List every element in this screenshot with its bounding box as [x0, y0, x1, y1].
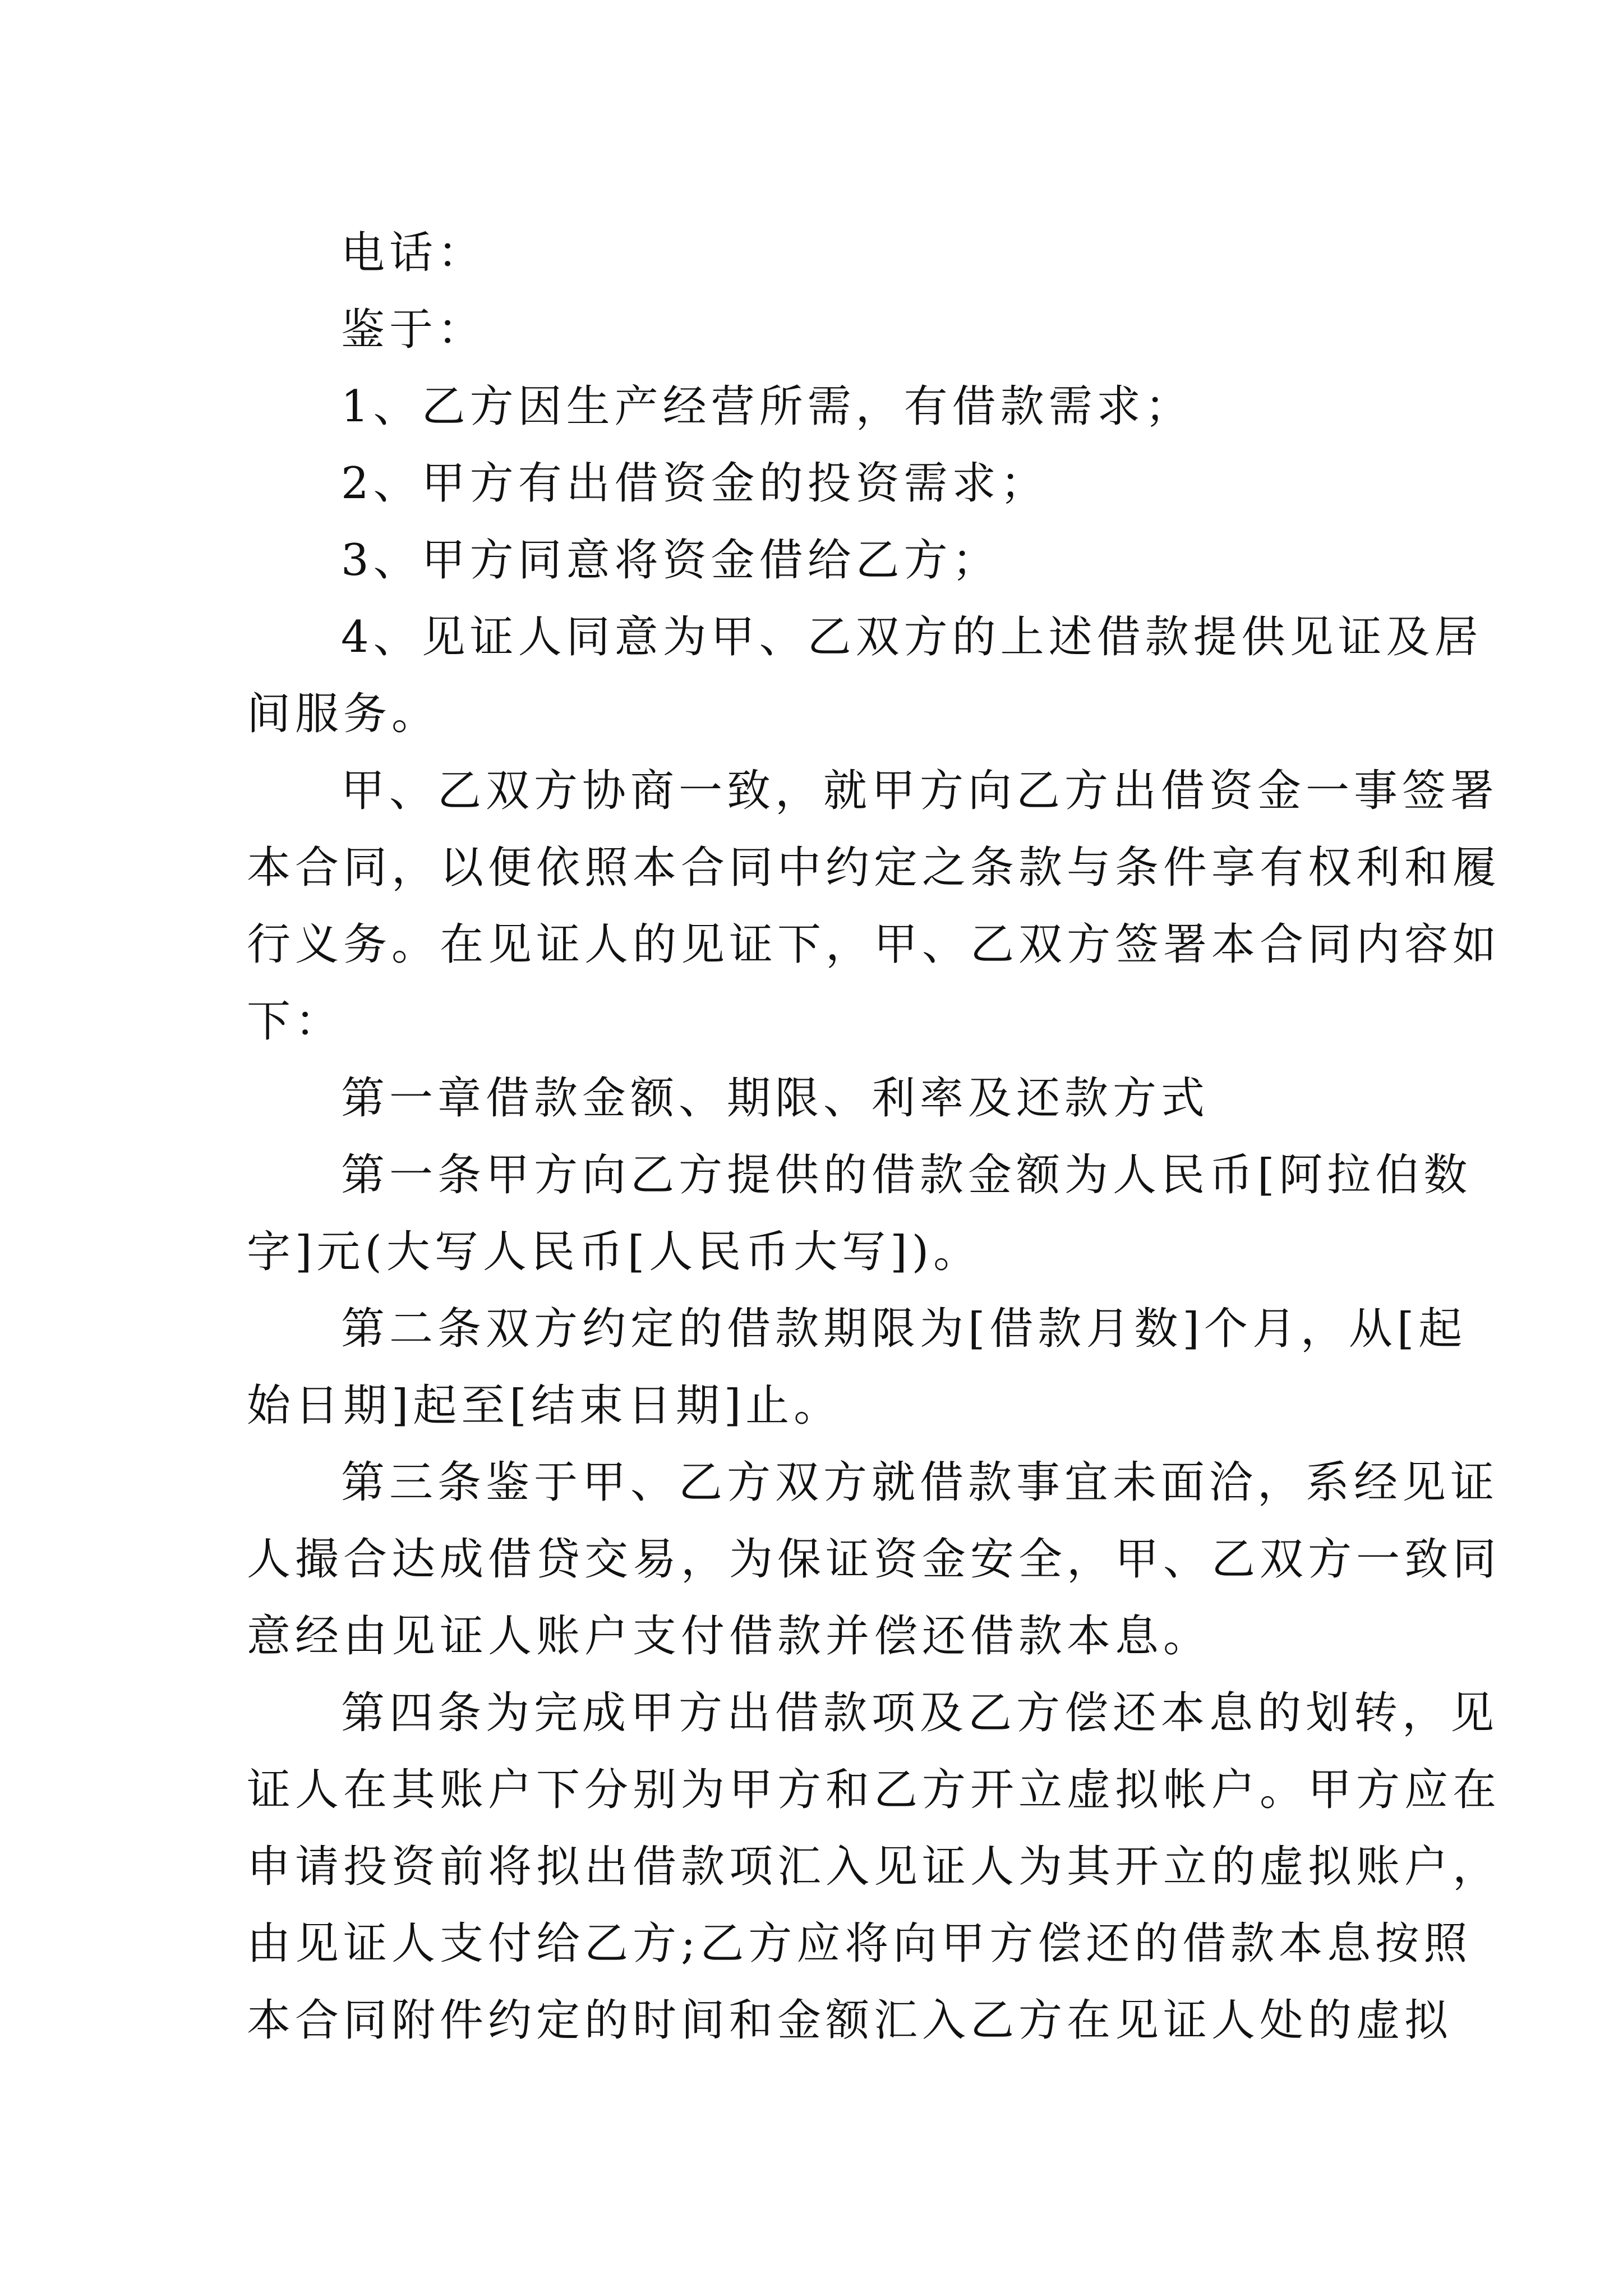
article-4-line: 第四条为完成甲方出借款项及乙方偿还本息的划转，见	[341, 1688, 1499, 1738]
recital-4-continuation-line: 间服务。	[247, 689, 440, 739]
recital-2-line: 2、甲方有出借资金的投资需求；	[341, 458, 1049, 509]
article-1-line: 第一条甲方向乙方提供的借款金额为人民币[阿拉伯数	[341, 1150, 1472, 1200]
recital-3-line: 3、甲方同意将资金借给乙方；	[341, 535, 1000, 586]
document-body	[247, 215, 1501, 2059]
article-4-line: 申请投资前将拟出借款项汇入见证人为其开立的虚拟账户，	[247, 1842, 1501, 1892]
agreement-paragraph-line: 本合同，以便依照本合同中约定之条款与条件享有权利和履	[247, 843, 1501, 893]
agreement-paragraph-line: 下：	[247, 996, 344, 1047]
agreement-paragraph-line: 行义务。在见证人的见证下，甲、乙双方签署本合同内容如	[247, 919, 1501, 970]
article-3-line: 意经由见证人账户支付借款并偿还借款本息。	[247, 1611, 1212, 1662]
article-1-line: 字]元(大写人民币[人民币大写])。	[247, 1227, 982, 1277]
article-4-line: 由见证人支付给乙方;乙方应将向甲方偿还的借款本息按照	[247, 1918, 1472, 1969]
article-4-line: 本合同附件约定的时间和金额汇入乙方在见证人处的虚拟	[247, 1995, 1453, 2046]
article-2-line: 第二条双方约定的借款期限为[借款月数]个月，从[起	[341, 1304, 1467, 1354]
phone-label-line: 电话：	[341, 228, 486, 278]
article-2-line: 始日期]起至[结束日期]止。	[247, 1381, 842, 1431]
recital-1-line: 1、乙方因生产经营所需，有借款需求；	[341, 381, 1193, 432]
recital-4-line: 4、见证人同意为甲、乙双方的上述借款提供见证及居	[341, 612, 1483, 662]
chapter-1-heading: 第一章借款金额、期限、利率及还款方式	[341, 1073, 1210, 1124]
article-3-line: 第三条鉴于甲、乙方双方就借款事宜未面洽，系经见证	[341, 1457, 1499, 1508]
article-4-line: 证人在其账户下分别为甲方和乙方开立虚拟帐户。甲方应在	[247, 1765, 1501, 1815]
article-3-line: 人撮合达成借贷交易，为保证资金安全，甲、乙双方一致同	[247, 1534, 1501, 1585]
whereas-heading-line: 鉴于：	[341, 305, 486, 355]
agreement-paragraph-line: 甲、乙双方协商一致，就甲方向乙方出借资金一事签署	[341, 766, 1499, 816]
